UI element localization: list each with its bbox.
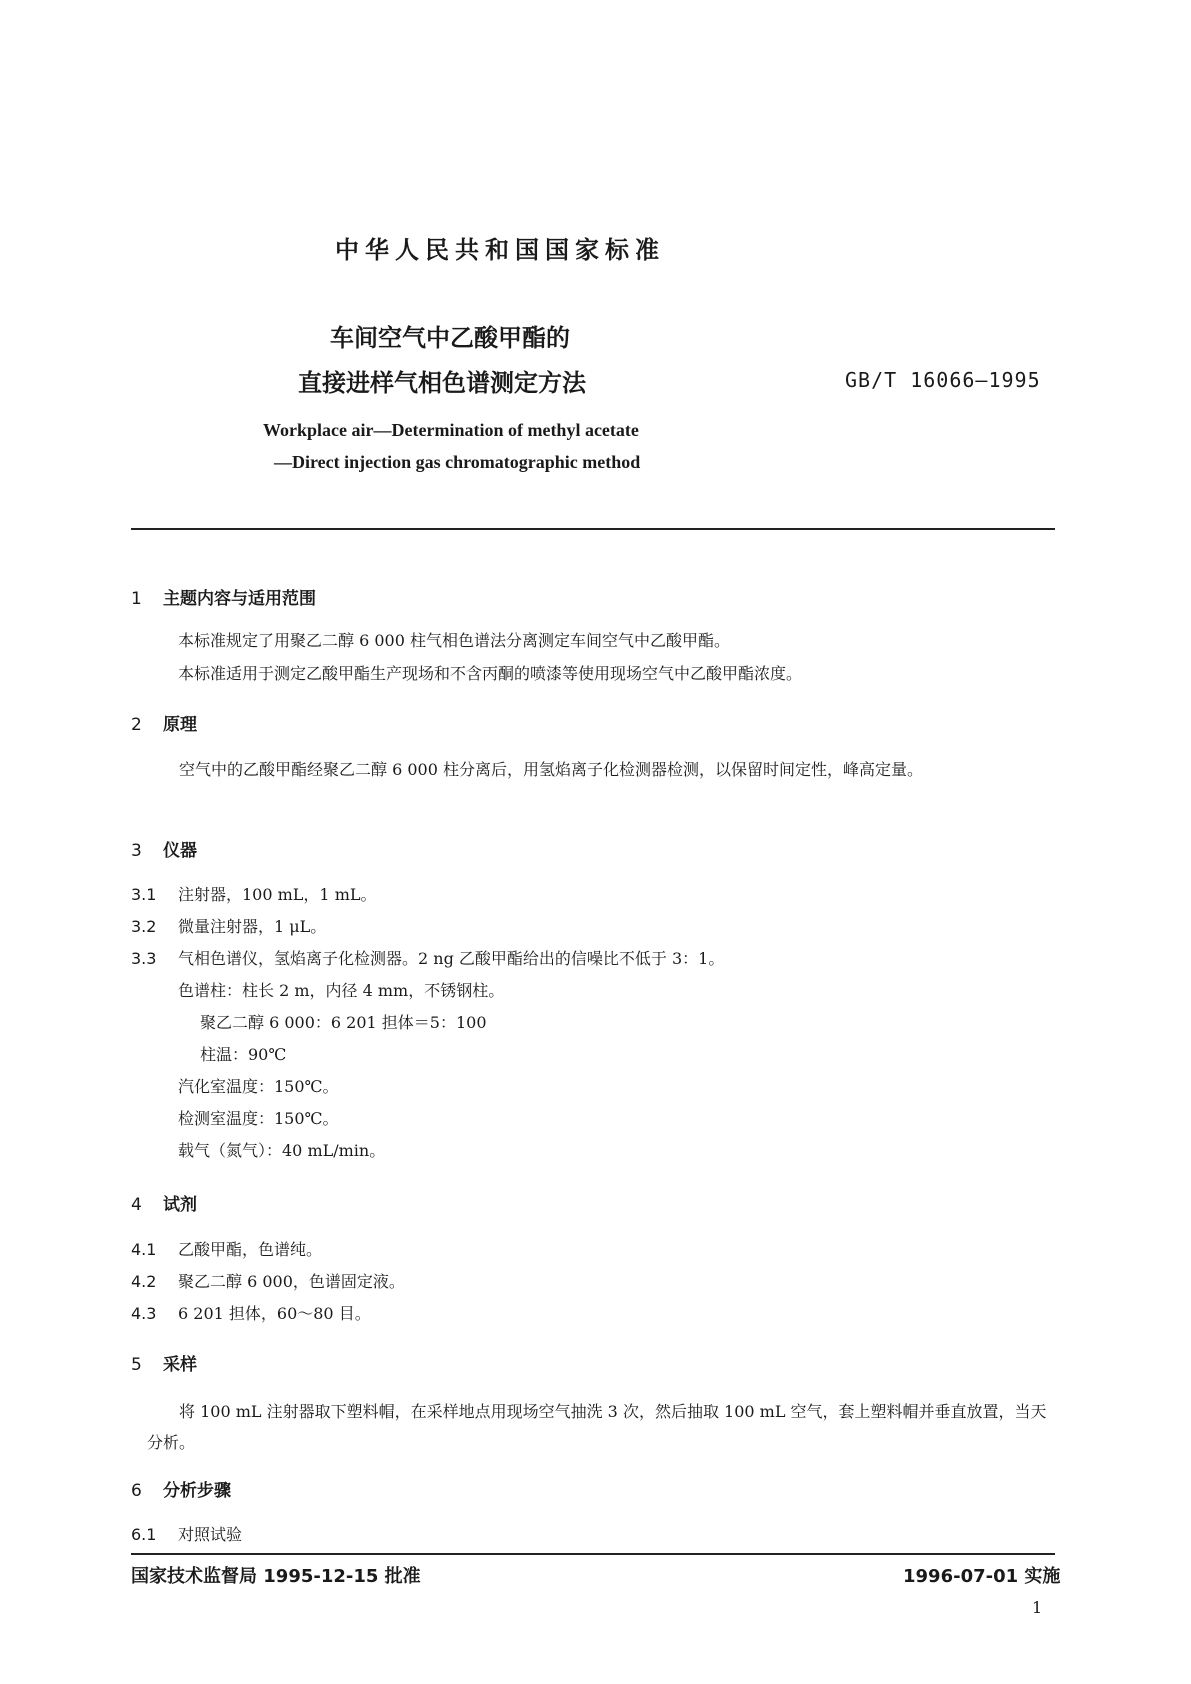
item-number: 3.1 [131, 885, 157, 904]
item-number: 3.2 [131, 917, 157, 936]
carrier-gas: 载气（氮气）：40 mL/min。 [178, 1141, 386, 1160]
section-title: 主题内容与适用范围 [163, 589, 316, 609]
list-item [131, 882, 377, 905]
section-title: 仪器 [163, 841, 197, 861]
section-5-heading [131, 1350, 197, 1375]
english-title-line1: Workplace air—Determination of methyl acetate [263, 420, 639, 440]
paragraph: 将 100 mL 注射器取下塑料帽，在采样地点用现场空气抽洗 3 次，然后抽取 100 mL 空气，套上塑料帽并垂直放置，当天分析。 [147, 1402, 1047, 1452]
list-item [131, 946, 724, 969]
column-temperature: 柱温：90℃ [200, 1045, 287, 1064]
section-3-heading [131, 836, 197, 861]
item-number: 6.1 [131, 1525, 157, 1544]
paragraph: 本标准规定了用聚乙二醇 6 000 柱气相色谱法分离测定车间空气中乙酸甲酯。 [178, 631, 730, 650]
national-standard-heading: 中华人民共和国国家标准 [335, 236, 665, 264]
item-text: 微量注射器，1 μL。 [178, 917, 327, 936]
section-1-heading [131, 584, 316, 609]
item-text: 6 201 担体，60～80 目。 [178, 1304, 371, 1323]
page-number: 1 [1032, 1598, 1043, 1617]
document-title-line1: 车间空气中乙酸甲酯的 [330, 324, 570, 352]
detector-temperature: 检测室温度：150℃。 [178, 1109, 339, 1128]
section-number: 4 [131, 1195, 142, 1215]
section-title: 采样 [163, 1355, 197, 1375]
vaporizer-temperature: 汽化室温度：150℃。 [178, 1077, 339, 1096]
section-2-heading [131, 710, 197, 735]
section-6-heading [131, 1476, 231, 1501]
section-number: 3 [131, 841, 142, 861]
item-number: 4.3 [131, 1304, 157, 1323]
list-item [131, 1301, 371, 1324]
implementation-date: 1996-07-01 实施 [903, 1566, 1061, 1587]
english-title-line2: —Direct injection gas chromatographic method [274, 452, 641, 472]
packing-spec: 聚乙二醇 6 000：6 201 担体＝5：100 [200, 1013, 487, 1032]
item-text: 乙酸甲酯，色谱纯。 [178, 1240, 323, 1259]
item-number: 4.2 [131, 1272, 157, 1291]
item-number: 3.3 [131, 949, 157, 968]
item-text: 注射器，100 mL，1 mL。 [178, 885, 377, 904]
section-number: 1 [131, 589, 142, 609]
header-divider [131, 528, 1055, 530]
section-number: 2 [131, 715, 142, 735]
section-title: 试剂 [163, 1195, 197, 1215]
standard-code: GB/T 16066—1995 [845, 368, 1041, 392]
section-title: 分析步骤 [163, 1481, 231, 1501]
section-number: 6 [131, 1481, 142, 1501]
paragraph: 本标准适用于测定乙酸甲酯生产现场和不含丙酮的喷漆等使用现场空气中乙酸甲酯浓度。 [178, 664, 803, 683]
section-4-heading [131, 1190, 197, 1215]
column-spec: 色谱柱：柱长 2 m，内径 4 mm，不锈钢柱。 [178, 981, 505, 1000]
list-item [131, 914, 326, 937]
section-number: 5 [131, 1355, 142, 1375]
item-number: 4.1 [131, 1240, 157, 1259]
footer-divider [131, 1553, 1055, 1555]
item-text: 气相色谱仪，氢焰离子化检测器。2 ng 乙酸甲酯给出的信噪比不低于 3：1。 [178, 949, 725, 968]
item-text: 聚乙二醇 6 000，色谱固定液。 [178, 1272, 405, 1291]
approval-date: 国家技术监督局 1995-12-15 批准 [131, 1566, 421, 1587]
section-title: 原理 [163, 715, 197, 735]
list-item [131, 1522, 242, 1545]
item-text: 对照试验 [178, 1525, 243, 1544]
document-title-line2: 直接进样气相色谱测定方法 [298, 369, 586, 397]
list-item [131, 1269, 405, 1292]
list-item [131, 1237, 322, 1260]
paragraph: 空气中的乙酸甲酯经聚乙二醇 6 000 柱分离后，用氢焰离子化检测器检测，以保留时间定性，峰高定量。 [179, 760, 923, 779]
